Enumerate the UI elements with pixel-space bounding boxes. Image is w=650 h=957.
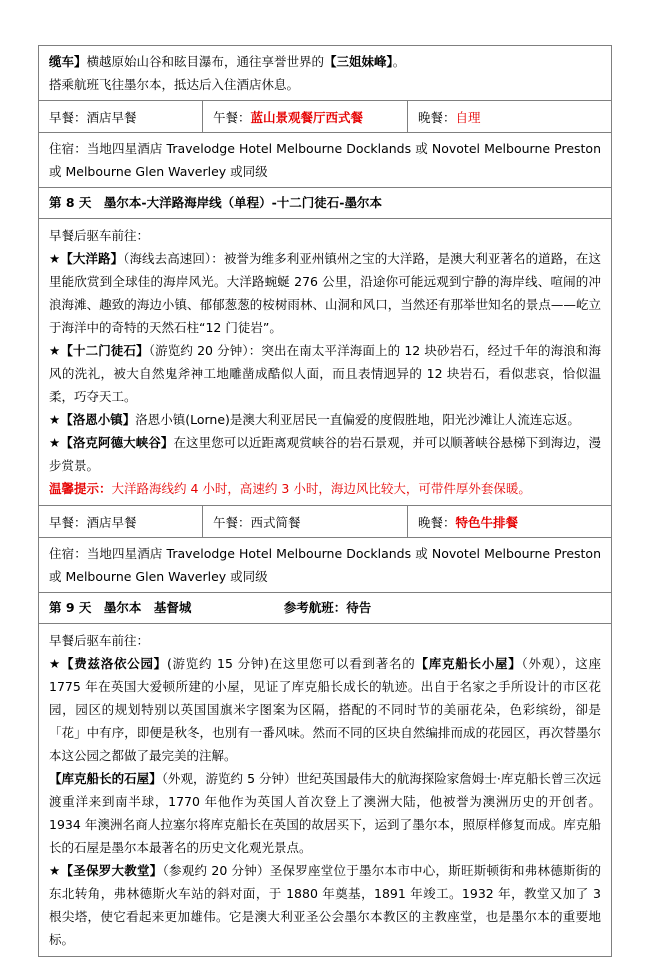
- text-run: 【三姐妹峰】: [324, 54, 393, 69]
- itinerary-table: [38, 45, 612, 957]
- text-run: 搭乘航班飞往墨尔本，抵达后入住酒店休息。: [49, 77, 300, 92]
- day8-breakfast-cell: [39, 506, 202, 537]
- paragraph: [213, 513, 301, 531]
- text-run: ★【圣保罗大教堂】: [49, 863, 163, 878]
- day8-lodging-cell: [39, 538, 611, 593]
- paragraph: [213, 108, 363, 126]
- text-run: 缆车】: [49, 54, 87, 69]
- highlighted-text-run: 蓝山景观餐厅西式餐: [250, 109, 364, 125]
- paragraph: [49, 137, 601, 183]
- paragraph: [49, 513, 137, 531]
- text-run: 洛恩小镇(Lorne)是澳大利亚居民一直偏爱的度假胜地，阳光沙滩让人流连忘返。: [135, 412, 580, 427]
- day8-lunch-cell: [202, 506, 407, 537]
- paragraph: [49, 477, 601, 500]
- paragraph: [49, 108, 137, 126]
- text-run: 【库克船长的石屋】: [49, 771, 162, 786]
- text-run: 早餐：酒店早餐: [49, 514, 137, 530]
- paragraph: [49, 767, 601, 859]
- day8-title: 第 8 天 墨尔本-大洋路海岸线（单程）-十二门徒石-墨尔本: [49, 195, 382, 210]
- highlighted-text-run: 温馨提示：: [49, 481, 112, 496]
- text-run: （外观），这座 1775 年在英国大爱顿所建的小屋，见证了库克船长成长的轨迹。出自于名家之手所设计的市区花园，园区的规划特别以英国国旗米字图案为区隔，搭配的不同时节的美丽花朵，色彩缤纷，卻是「花」中有序，即便是秋冬，也別有一番风味。然而不同的区块自然编排而成的花园区，再次替墨尔本这公园之都做了最完美的注解。: [49, 656, 601, 763]
- day8-meals-row: [39, 506, 611, 538]
- text-run: 在这里您可以近距离观赏峡谷的岩石景观，并可以顺著峡谷悬梯下到海边，漫步赏景。: [49, 435, 601, 473]
- text-run: 早餐后驱车前往：: [49, 633, 150, 648]
- text-run: （参观约 20 分钟）圣保罗座堂位于墨尔本市中心，斯旺斯顿街和弗林德斯街的东北转角，弗林德斯火车站的斜对面，于 1880 年奠基，1891 年竣工。1932 年，教堂又加了 3 根尖塔，使它看起来更加雄伟。它是澳大利亚圣公会墨尔本教区的主教座堂，也是墨尔本的重要地标。: [49, 863, 601, 947]
- paragraph: [49, 859, 601, 951]
- paragraph: [49, 73, 601, 96]
- paragraph: [418, 513, 518, 531]
- text-run: 午餐：西式简餐: [213, 514, 301, 530]
- text-run: 午餐：: [213, 109, 251, 125]
- day8-description-cell: [39, 219, 611, 506]
- text-run: ★【费兹洛依公园】: [49, 656, 167, 671]
- day7-lodging-cell: [39, 133, 611, 188]
- day9-title: 第 9 天 墨尔本 基督城: [49, 600, 192, 615]
- paragraph: [418, 108, 481, 126]
- text-run: 住宿：当地四星酒店 Travelodge Hotel Melbourne Docklands 或 Novotel Melbourne Preston 或 Melbourne Glen Waverley 或同级: [49, 141, 601, 179]
- text-run: ★【洛克阿德大峡谷】: [49, 435, 174, 450]
- highlighted-text-run: 特色牛排餐: [455, 514, 519, 530]
- text-run: 晚餐：: [418, 514, 456, 530]
- day9-description-cell: [39, 624, 611, 956]
- paragraph: [49, 652, 601, 767]
- text-run: (游览约 15 分钟)在这里您可以看到著名的: [166, 656, 416, 671]
- paragraph: [49, 629, 601, 652]
- paragraph: [49, 542, 601, 588]
- text-run: （游览约 20 分钟）：突出在南太平洋海面上的 12 块砂岩石，经过千年的海浪和海风的洗礼，被大自然鬼斧神工地雕凿成酷似人面，而且表情迥异的 12 块岩石，看似悲哀，恰似温柔，巧夺天工。: [49, 343, 601, 404]
- day7-meals-row: [39, 101, 611, 133]
- text-run: ★【洛恩小镇】: [49, 412, 136, 427]
- highlighted-text-run: 自理: [455, 109, 481, 125]
- text-run: 早餐：酒店早餐: [49, 109, 137, 125]
- day7-breakfast-cell: [39, 101, 202, 132]
- text-run: 。: [392, 54, 406, 69]
- day7-lunch-cell: [202, 101, 407, 132]
- day9-flight-info: 参考航班：待告: [283, 600, 372, 615]
- text-run: 横越原始山谷和眩目瀑布，通往享誉世界的: [86, 54, 325, 69]
- text-run: ★【十二门徒石】: [49, 343, 149, 358]
- text-run: 晚餐：: [418, 109, 456, 125]
- day8-header-row: [39, 188, 611, 219]
- day7-activity-continued-cell: [39, 46, 611, 101]
- day9-header-row: [39, 593, 611, 624]
- text-run: ★【大洋路】: [49, 251, 124, 266]
- text-run: （海线去高速回）：被誉为维多利亚州镇州之宝的大洋路，是澳大利亚著名的道路，在这里能欣赏到全球佳的海岸风光。大洋路蜿蜒 276 公里，沿途你可能远观到宁静的海岸线、喧闹的冲浪海滩、趣致的海边小镇、郁郁葱葱的桉树雨林、山洞和风口，当然还有那举世知名的景点——屹立于海洋中的奇特的天然石柱“12 门徒岩”。: [49, 251, 601, 335]
- text-run: 住宿：当地四星酒店 Travelodge Hotel Melbourne Docklands 或 Novotel Melbourne Preston 或 Melbourne Glen Waverley 或同级: [49, 546, 601, 584]
- text-run: 早餐后驱车前往：: [49, 228, 150, 243]
- paragraph: [49, 224, 601, 247]
- text-run: 【库克船长小屋】: [415, 656, 522, 671]
- day8-dinner-cell: [407, 506, 611, 537]
- paragraph: [49, 247, 601, 339]
- paragraph: [49, 339, 601, 408]
- paragraph: [49, 408, 601, 431]
- paragraph: [49, 50, 601, 73]
- highlighted-text-run: 大洋路海线约 4 小时，高速约 3 小时，海边风比较大，可带件厚外套保暖。: [111, 481, 531, 496]
- paragraph: [49, 431, 601, 477]
- text-run: （外观，游览约 5 分钟）世纪英国最伟大的航海探险家詹姆士·库克船长曾三次远渡重洋来到南半球，1770 年他作为英国人首次登上了澳洲大陆，他被誉为澳洲历史的开创者。1934 年澳洲名商人拉塞尔将库克船长在英国的故居买下，运到了墨尔本，照原样修复而成。库克船长的石屋是墨尔本最著名的历史文化观光景点。: [49, 771, 601, 855]
- day7-dinner-cell: [407, 101, 611, 132]
